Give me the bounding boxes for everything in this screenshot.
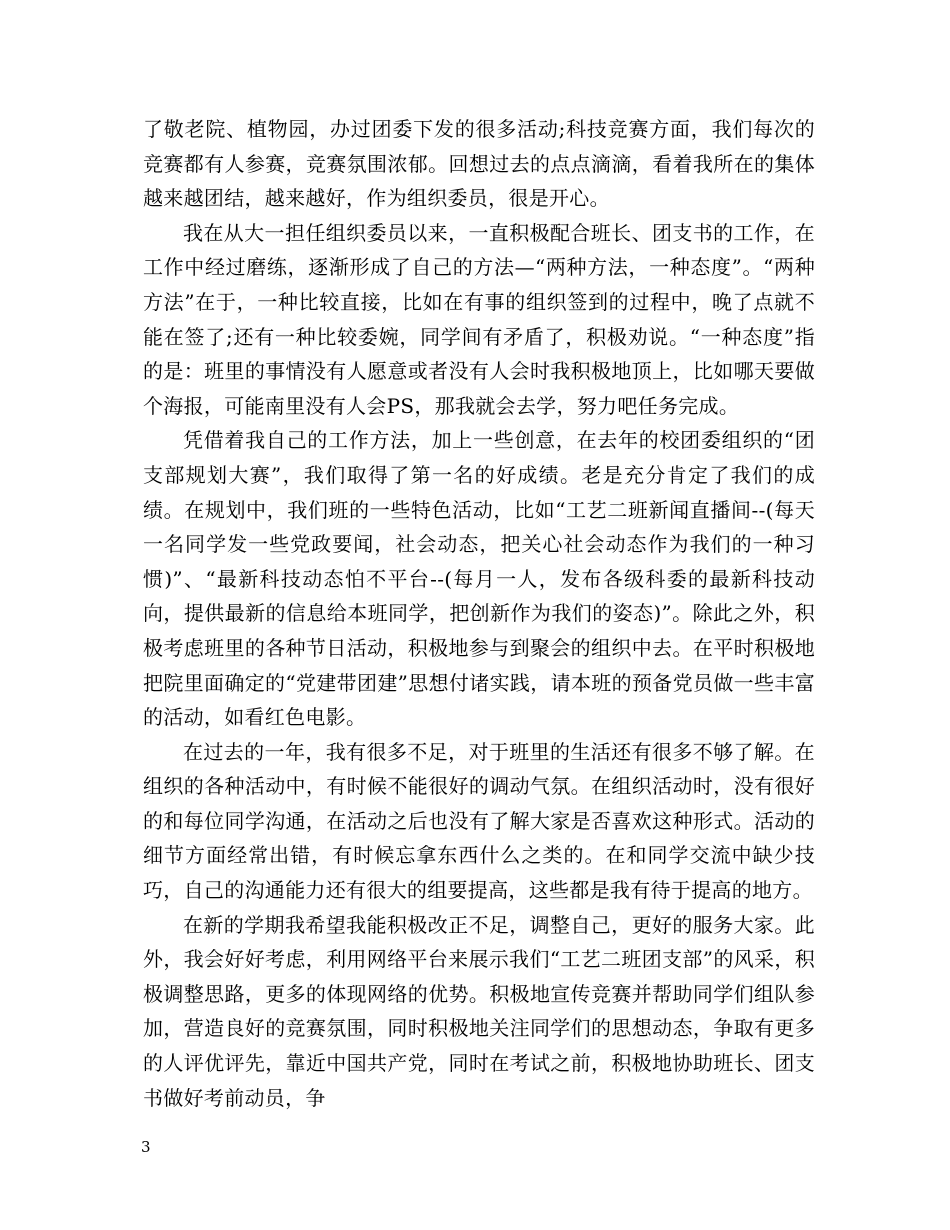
paragraph-new-semester: 在新的学期我希望我能积极改正不足，调整自己，更好的服务大家。此外，我会好好考虑，利用网络平台来展示我们“工艺二班团支部”的风采，积极调整思路，更多的体现网络的优势。积极地宣传竞赛并帮助同学们组队参加，营造良好的竞赛氛围，同时积极地关注同学们的思想动态，争取有更多的人评优评先，靠近中国共产党，同时在考试之前，积极地协助班长、团支书做好考前动员，争 xyxy=(143,912,815,1110)
paragraph-continued: 了敬老院、植物园，办过团委下发的很多活动;科技竞赛方面，我们每次的竞赛都有人参赛，竞赛氛围浓郁。回想过去的点点滴滴，看着我所在的集体越来越团结，越来越好，作为组织委员，很是开心。 xyxy=(143,117,815,211)
paragraph-shortcomings: 在过去的一年，我有很多不足，对于班里的生活还有很多不够了解。在组织的各种活动中，有时候不能很好的调动气氛。在组织活动时，没有很好的和每位同学沟通，在活动之后也没有了解大家是否喜欢这种形式。活动的细节方面经常出错，有时候忘拿东西什么之类的。在和同学交流中缺少技巧，自己的沟通能力还有很大的组要提高，这些都是我有待于提高的地方。 xyxy=(143,739,815,903)
document-body xyxy=(143,112,815,1115)
paragraph-work-methods: 我在从大一担任组织委员以来，一直积极配合班长、团支书的工作，在工作中经过磨练，逐渐形成了自己的方法—“两种方法，一种态度”。“两种方法”在于，一种比较直接，比如在有事的组织签到的过程中，晚了点就不能在签了;还有一种比较委婉，同学间有矛盾了，积极劝说。“一种态度”指的是：班里的事情没有人愿意或者没有人会时我积极地顶上，比如哪天要做个海报，可能南里没有人会PS，那我就会去学，努力吧任务完成。 xyxy=(143,220,815,418)
page-number: 3 xyxy=(141,1138,151,1156)
paragraph-planning-contest: 凭借着我自己的工作方法，加上一些创意，在去年的校团委组织的“团支部规划大赛”，我们取得了第一名的好成绩。老是充分肯定了我们的成绩。在规划中，我们班的一些特色活动，比如“工艺二班新闻直播间--(每天一名同学发一些党政要闻，社会动态，把关心社会动态作为我们的一种习惯)”、“最新科技动态怕不平台--(每月一人，发布各级科委的最新科技动向，提供最新的信息给本班同学，把创新作为我们的姿态)”。除此之外，积极考虑班里的各种节日活动，积极地参与到聚会的组织中去。在平时积极地把院里面确定的“党建带团建”思想付诸实践，请本班的预备党员做一些丰富的活动，如看红色电影。 xyxy=(143,428,815,730)
